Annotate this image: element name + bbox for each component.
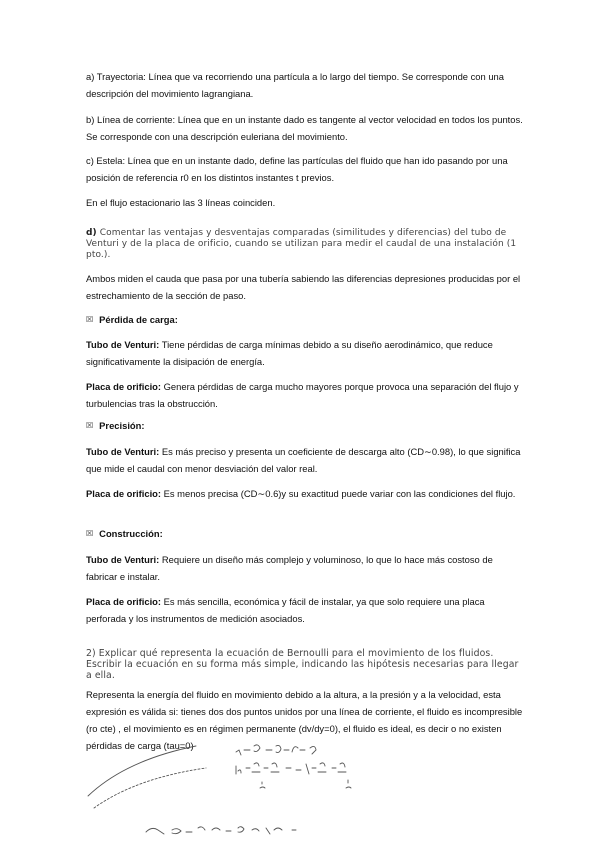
definition-text: Línea que va recorriendo una partícula a lo largo del tiempo. Se corresponde con una descripción del movimiento lagrangiana. xyxy=(86,71,504,99)
question-d-label: d) xyxy=(86,228,97,238)
item-label: Tubo de Venturi: xyxy=(86,339,160,350)
item-text: Es menos precisa (CD∼0.6)y su exactitud puede variar con las condiciones del flujo. xyxy=(161,488,516,499)
section-title: Pérdida de carga: xyxy=(99,314,178,325)
streamline-curve-dashed xyxy=(94,768,206,808)
section-heading-construccion xyxy=(86,528,163,539)
venturi-precision xyxy=(86,443,526,477)
item-label: Tubo de Venturi: xyxy=(86,554,160,565)
checkbox-bullet-icon: ☒ xyxy=(86,315,94,324)
question-2-answer: Representa la energía del fluido en movimiento debido a la altura, a la presión y a la velocidad, esta expresión es válida si: tienes dos dos puntos unidos por una línea de corriente, el fluido es incompresible (ro cte) , el movimiento es en régimen permanente (dv/dy=0), el fluido es ideal, es decir o no existen pérdidas de carga (tau=0) xyxy=(86,689,523,751)
item-text: Genera pérdidas de carga mucho mayores porque provoca una separación del flujo y turbulencias tras la obstrucción. xyxy=(86,381,519,409)
handwritten-note xyxy=(146,827,296,834)
section-title: Precisión: xyxy=(99,420,145,431)
question-d-text: Comentar las ventajas y desventajas comparadas (similitudes y diferencias) del tubo de Venturi y de la placa de orificio, cuando se utilizan para medir el caudal de una instalación (1 pto.). xyxy=(86,228,517,260)
definition-linea-corriente: b) Línea de corriente: Línea que en un instante dado es tangente al vector velocidad en todos los puntos. Se corresponde con una descripción euleriana del movimiento. xyxy=(86,114,523,142)
checkbox-bullet-icon: ☒ xyxy=(86,529,94,538)
venturi-construccion xyxy=(86,551,526,585)
item-label: Tubo de Venturi: xyxy=(86,446,160,457)
item-text: Tiene pérdidas de carga mínimas debido a su diseño aerodinámico, que reduce significativamente la disipación de energía. xyxy=(86,339,493,367)
item-text: Es más sencilla, económica y fácil de instalar, ya que solo requiere una placa perforada y los instrumentos de medición asociados. xyxy=(86,596,485,624)
equation-line-1 xyxy=(236,745,316,755)
checkbox-bullet-icon: ☒ xyxy=(86,421,94,430)
item-text: Requiere un diseño más complejo y voluminoso, lo que lo hace más costoso de fabricar e instalar. xyxy=(86,554,493,582)
equation-line-2 xyxy=(236,763,346,774)
orificio-precision xyxy=(86,485,526,502)
streamline-curve xyxy=(88,746,196,796)
question-d-prompt xyxy=(86,228,526,261)
section-heading-precision xyxy=(86,420,145,431)
item-label: Placa de orificio: xyxy=(86,596,162,607)
question-2-prompt: 2) Explicar qué representa la ecuación de Bernoulli para el movimiento de los fluidos. Escribir la ecuación en su forma más simple, indicando las hipótesis necesarias para llegar a ella. xyxy=(86,648,519,681)
item-label: Placa de orificio: xyxy=(86,488,162,499)
definitions-summary: En el flujo estacionario las 3 líneas coinciden. xyxy=(86,197,276,208)
equation-subscripts xyxy=(260,780,351,788)
orificio-construccion xyxy=(86,593,526,627)
venturi-perdida xyxy=(86,336,526,370)
definition-label: a) Trayectoria: xyxy=(86,71,146,82)
question-d-answer: Ambos miden el cauda que pasa por una tubería sabiendo las diferencias depresiones producidas por el estrechamiento de la sección de paso. xyxy=(86,273,521,301)
definition-trayectoria xyxy=(86,68,526,102)
item-label: Placa de orificio: xyxy=(86,381,162,392)
section-heading-perdida xyxy=(86,314,178,325)
item-text: Es más preciso y presenta un coeficiente de descarga alto (CD∼0.98), lo que significa que mide el caudal con menor desviación del valor real. xyxy=(86,446,521,474)
handwritten-bernoulli-sketch xyxy=(86,738,386,848)
orificio-perdida xyxy=(86,378,526,412)
section-title: Construcción: xyxy=(99,528,163,539)
definition-estela: c) Estela: Línea que en un instante dado, define las partículas del fluido que han ido pasando por una posición de referencia r0 en los distintos instantes t previos. xyxy=(86,155,508,183)
